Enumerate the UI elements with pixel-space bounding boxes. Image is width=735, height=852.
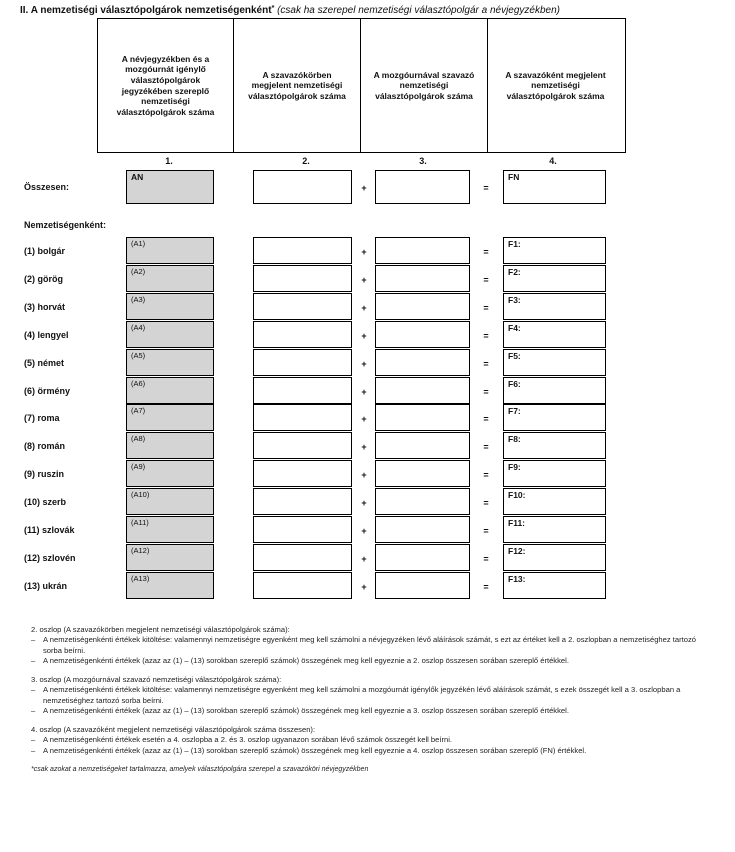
- row-equals-sign: =: [483, 359, 489, 369]
- row-plus-sign: +: [361, 303, 367, 313]
- row-col3-field[interactable]: [375, 544, 470, 571]
- row-col2-field[interactable]: [253, 544, 352, 571]
- row-col4-field[interactable]: [503, 293, 606, 320]
- row-plus-sign: +: [361, 247, 367, 257]
- row-col3-field[interactable]: [375, 377, 470, 404]
- note-heading: 3. oszlop (A mozgóurnával szavazó nemzetiségi választópolgárok száma):: [31, 675, 282, 684]
- row-col2-field[interactable]: [253, 404, 352, 431]
- row-col1-code: (A11): [131, 518, 149, 527]
- row-col4-field[interactable]: [503, 349, 606, 376]
- row-col2-field[interactable]: [253, 237, 352, 264]
- section-label: Nemzetiségenként:: [24, 220, 107, 230]
- row-plus-sign: +: [361, 582, 367, 592]
- notes-body: [31, 625, 716, 756]
- row-equals-sign: =: [483, 303, 489, 313]
- row-col3-field[interactable]: [375, 460, 470, 487]
- total-col4-code: FN: [508, 172, 520, 182]
- total-col3-field[interactable]: [375, 170, 470, 204]
- row-label: (6) örmény: [24, 386, 71, 396]
- row-col3-field[interactable]: [375, 237, 470, 264]
- row-col4-code: F11:: [508, 518, 526, 528]
- row-plus-sign: +: [361, 359, 367, 369]
- row-col3-field[interactable]: [375, 349, 470, 376]
- row-label: (12) szlovén: [24, 553, 76, 563]
- column-3-header: A mozgóurnával szavazó nemzetiségi választópolgárok száma: [361, 19, 488, 152]
- row-col4-code: F9:: [508, 462, 521, 472]
- row-col2-field[interactable]: [253, 460, 352, 487]
- row-col3-field[interactable]: [375, 265, 470, 292]
- row-col4-field[interactable]: [503, 460, 606, 487]
- row-col4-code: F6:: [508, 379, 521, 389]
- total-col4-field[interactable]: [503, 170, 606, 204]
- row-col2-field[interactable]: [253, 516, 352, 543]
- note-item: – A nemzetiségenkénti értékek (azaz az (1) – (13) sorokban szereplő számok) összegének meg kell egyeznie a 3. oszlop összesen sorában szereplő értékkel.: [31, 706, 716, 716]
- row-col4-code: F13:: [508, 574, 526, 584]
- row-col3-field[interactable]: [375, 516, 470, 543]
- row-col4-code: F4:: [508, 323, 521, 333]
- row-label: (13) ukrán: [24, 581, 68, 591]
- row-col4-field[interactable]: [503, 237, 606, 264]
- row-col1-box: [126, 293, 214, 320]
- row-label: (11) szlovák: [24, 525, 75, 535]
- row-col4-code: F1:: [508, 239, 521, 249]
- row-label: (3) horvát: [24, 302, 66, 312]
- row-col4-field[interactable]: [503, 404, 606, 431]
- row-label: (9) ruszin: [24, 469, 65, 479]
- row-label: (8) román: [24, 441, 66, 451]
- row-equals-sign: =: [483, 387, 489, 397]
- row-col1-box: [126, 377, 214, 404]
- row-col2-field[interactable]: [253, 432, 352, 459]
- note-item: – A nemzetiségenkénti értékek kitöltése: valamennyi nemzetiségre egyenként meg kell számolni a névjegyzéken lévő aláírások számát, s ezt az értéket kell a 2. oszlopban a nemzetiséghez tartozó sorba beírni.: [31, 635, 716, 656]
- row-col1-box: [126, 544, 214, 571]
- row-col4-code: F2:: [508, 267, 521, 277]
- row-equals-sign: =: [483, 554, 489, 564]
- column-3-number: 3.: [419, 156, 427, 166]
- row-label: (5) német: [24, 358, 65, 368]
- column-2-number: 2.: [302, 156, 310, 166]
- row-equals-sign: =: [483, 526, 489, 536]
- instructions: [31, 625, 716, 774]
- row-equals-sign: =: [483, 498, 489, 508]
- total-col2-field[interactable]: [253, 170, 352, 204]
- row-col4-field[interactable]: [503, 516, 606, 543]
- total-row-label: Összesen:: [24, 182, 70, 192]
- row-col4-field[interactable]: [503, 488, 606, 515]
- total-col1-code: AN: [131, 172, 144, 182]
- row-col1-code: (A13): [131, 574, 150, 583]
- column-4-header: A szavazóként megjelent nemzetiségi választópolgárok száma: [505, 69, 606, 101]
- row-col1-box: [126, 460, 214, 487]
- column-4-number: 4.: [549, 156, 557, 166]
- row-equals-sign: =: [483, 414, 489, 424]
- total-plus-sign: +: [361, 183, 367, 193]
- row-plus-sign: +: [361, 526, 367, 536]
- row-col1-code: (A9): [131, 462, 146, 471]
- title-star: *: [271, 5, 275, 12]
- row-col3-field[interactable]: [375, 488, 470, 515]
- row-equals-sign: =: [483, 442, 489, 452]
- row-col4-field[interactable]: [503, 544, 606, 571]
- row-col4-field[interactable]: [503, 432, 606, 459]
- row-col1-box: [126, 265, 214, 292]
- note-item: – A nemzetiségenkénti értékek kitöltése: valamennyi nemzetiségre egyenként meg kell számolni a mozgóurnát igénylők jegyzékén lévő aláírások számát, s ezek összegét kell a 3. oszlopban a nemzetiséghez tartozó sorba beírni.: [31, 685, 716, 706]
- row-col1-code: (A7): [131, 406, 146, 415]
- row-col2-field[interactable]: [253, 293, 352, 320]
- note-spacer: [31, 666, 716, 675]
- row-col1-code: (A6): [131, 379, 146, 388]
- row-col1-box: [126, 432, 214, 459]
- row-plus-sign: +: [361, 554, 367, 564]
- column-header-table: [97, 18, 626, 153]
- note-item: – A nemzetiségenkénti értékek esetén a 4. oszlopba a 2. és 3. oszlop ugyanazon sorában lévő számok összegét kell beírni.: [31, 735, 716, 745]
- row-col1-code: (A3): [131, 295, 146, 304]
- row-col1-box: [126, 516, 214, 543]
- row-col1-box: [126, 237, 214, 264]
- row-col1-code: (A5): [131, 351, 146, 360]
- row-col1-code: (A4): [131, 323, 146, 332]
- row-label: (2) görög: [24, 274, 63, 284]
- row-col2-field[interactable]: [253, 265, 352, 292]
- note-item: – A nemzetiségenkénti értékek (azaz az (1) – (13) sorokban szereplő számok) összegének meg kell egyeznie a 4. oszlop összesen sorában szereplő (FN) értékkel.: [31, 746, 716, 756]
- row-plus-sign: +: [361, 414, 367, 424]
- row-label: (10) szerb: [24, 497, 67, 507]
- row-col4-field[interactable]: [503, 572, 606, 599]
- note-item: – A nemzetiségenkénti értékek (azaz az (1) – (13) sorokban szereplő számok) összegének meg kell egyeznie a 2. oszlop összesen sorában szereplő értékkel.: [31, 656, 716, 666]
- row-col1-box: [126, 572, 214, 599]
- row-col4-code: F8:: [508, 434, 521, 444]
- row-label: (1) bolgár: [24, 246, 66, 256]
- row-col3-field[interactable]: [375, 293, 470, 320]
- row-plus-sign: +: [361, 331, 367, 341]
- row-plus-sign: +: [361, 442, 367, 452]
- row-col3-field[interactable]: [375, 572, 470, 599]
- row-col4-code: F7:: [508, 406, 521, 416]
- column-1-number: 1.: [165, 156, 173, 166]
- row-col4-code: F5:: [508, 351, 521, 361]
- row-plus-sign: +: [361, 498, 367, 508]
- row-label: (7) roma: [24, 413, 60, 423]
- column-2-header: A szavazókörben megjelent nemzetiségi választópolgárok száma: [234, 19, 361, 152]
- note-heading: 4. oszlop (A szavazóként megjelent nemzetiségi választópolgárok száma összesen):: [31, 725, 316, 734]
- row-col4-field[interactable]: [503, 377, 606, 404]
- row-col1-code: (A12): [131, 546, 150, 555]
- row-col1-box: [126, 349, 214, 376]
- footnote: *csak azokat a nemzetiségeket tartalmazza, amelyek választópolgára szerepel a szavazóköri névjegyzékben: [31, 765, 369, 773]
- row-equals-sign: =: [483, 247, 489, 257]
- title-main: II. A nemzetiségi választópolgárok nemzetiségenként: [20, 5, 272, 16]
- row-equals-sign: =: [483, 331, 489, 341]
- row-plus-sign: +: [361, 387, 367, 397]
- row-col1-box: [126, 321, 214, 348]
- page-title: [20, 5, 560, 16]
- row-equals-sign: =: [483, 470, 489, 480]
- column-1-header: A névjegyzékben és a mozgóurnát igénylő választópolgárok jegyzékében szereplő nemzetiségi választópolgárok száma: [98, 19, 234, 152]
- row-col1-box: [126, 404, 214, 431]
- row-plus-sign: +: [361, 470, 367, 480]
- row-col3-field[interactable]: [375, 404, 470, 431]
- row-col3-field[interactable]: [375, 432, 470, 459]
- row-col4-code: F10:: [508, 490, 526, 500]
- row-col1-code: (A10): [131, 490, 150, 499]
- row-col1-code: (A2): [131, 267, 146, 276]
- total-equals-sign: =: [483, 183, 489, 193]
- row-col4-field[interactable]: [503, 265, 606, 292]
- row-col4-field[interactable]: [503, 321, 606, 348]
- row-col4-code: F12:: [508, 546, 526, 556]
- row-col3-field[interactable]: [375, 321, 470, 348]
- total-col1-box: [126, 170, 214, 204]
- row-col2-field[interactable]: [253, 377, 352, 404]
- row-col2-field[interactable]: [253, 572, 352, 599]
- row-label: (4) lengyel: [24, 330, 69, 340]
- row-col1-code: (A8): [131, 434, 146, 443]
- row-col2-field[interactable]: [253, 488, 352, 515]
- row-col1-code: (A1): [131, 239, 146, 248]
- row-equals-sign: =: [483, 275, 489, 285]
- row-equals-sign: =: [483, 582, 489, 592]
- row-col4-code: F3:: [508, 295, 521, 305]
- row-col2-field[interactable]: [253, 349, 352, 376]
- row-col1-box: [126, 488, 214, 515]
- title-note: (csak ha szerepel nemzetiségi választópolgár a névjegyzékben): [274, 5, 561, 16]
- note-heading: 2. oszlop (A szavazókörben megjelent nemzetiségi választópolgárok száma):: [31, 625, 290, 634]
- note-spacer: [31, 716, 716, 725]
- row-plus-sign: +: [361, 275, 367, 285]
- row-col2-field[interactable]: [253, 321, 352, 348]
